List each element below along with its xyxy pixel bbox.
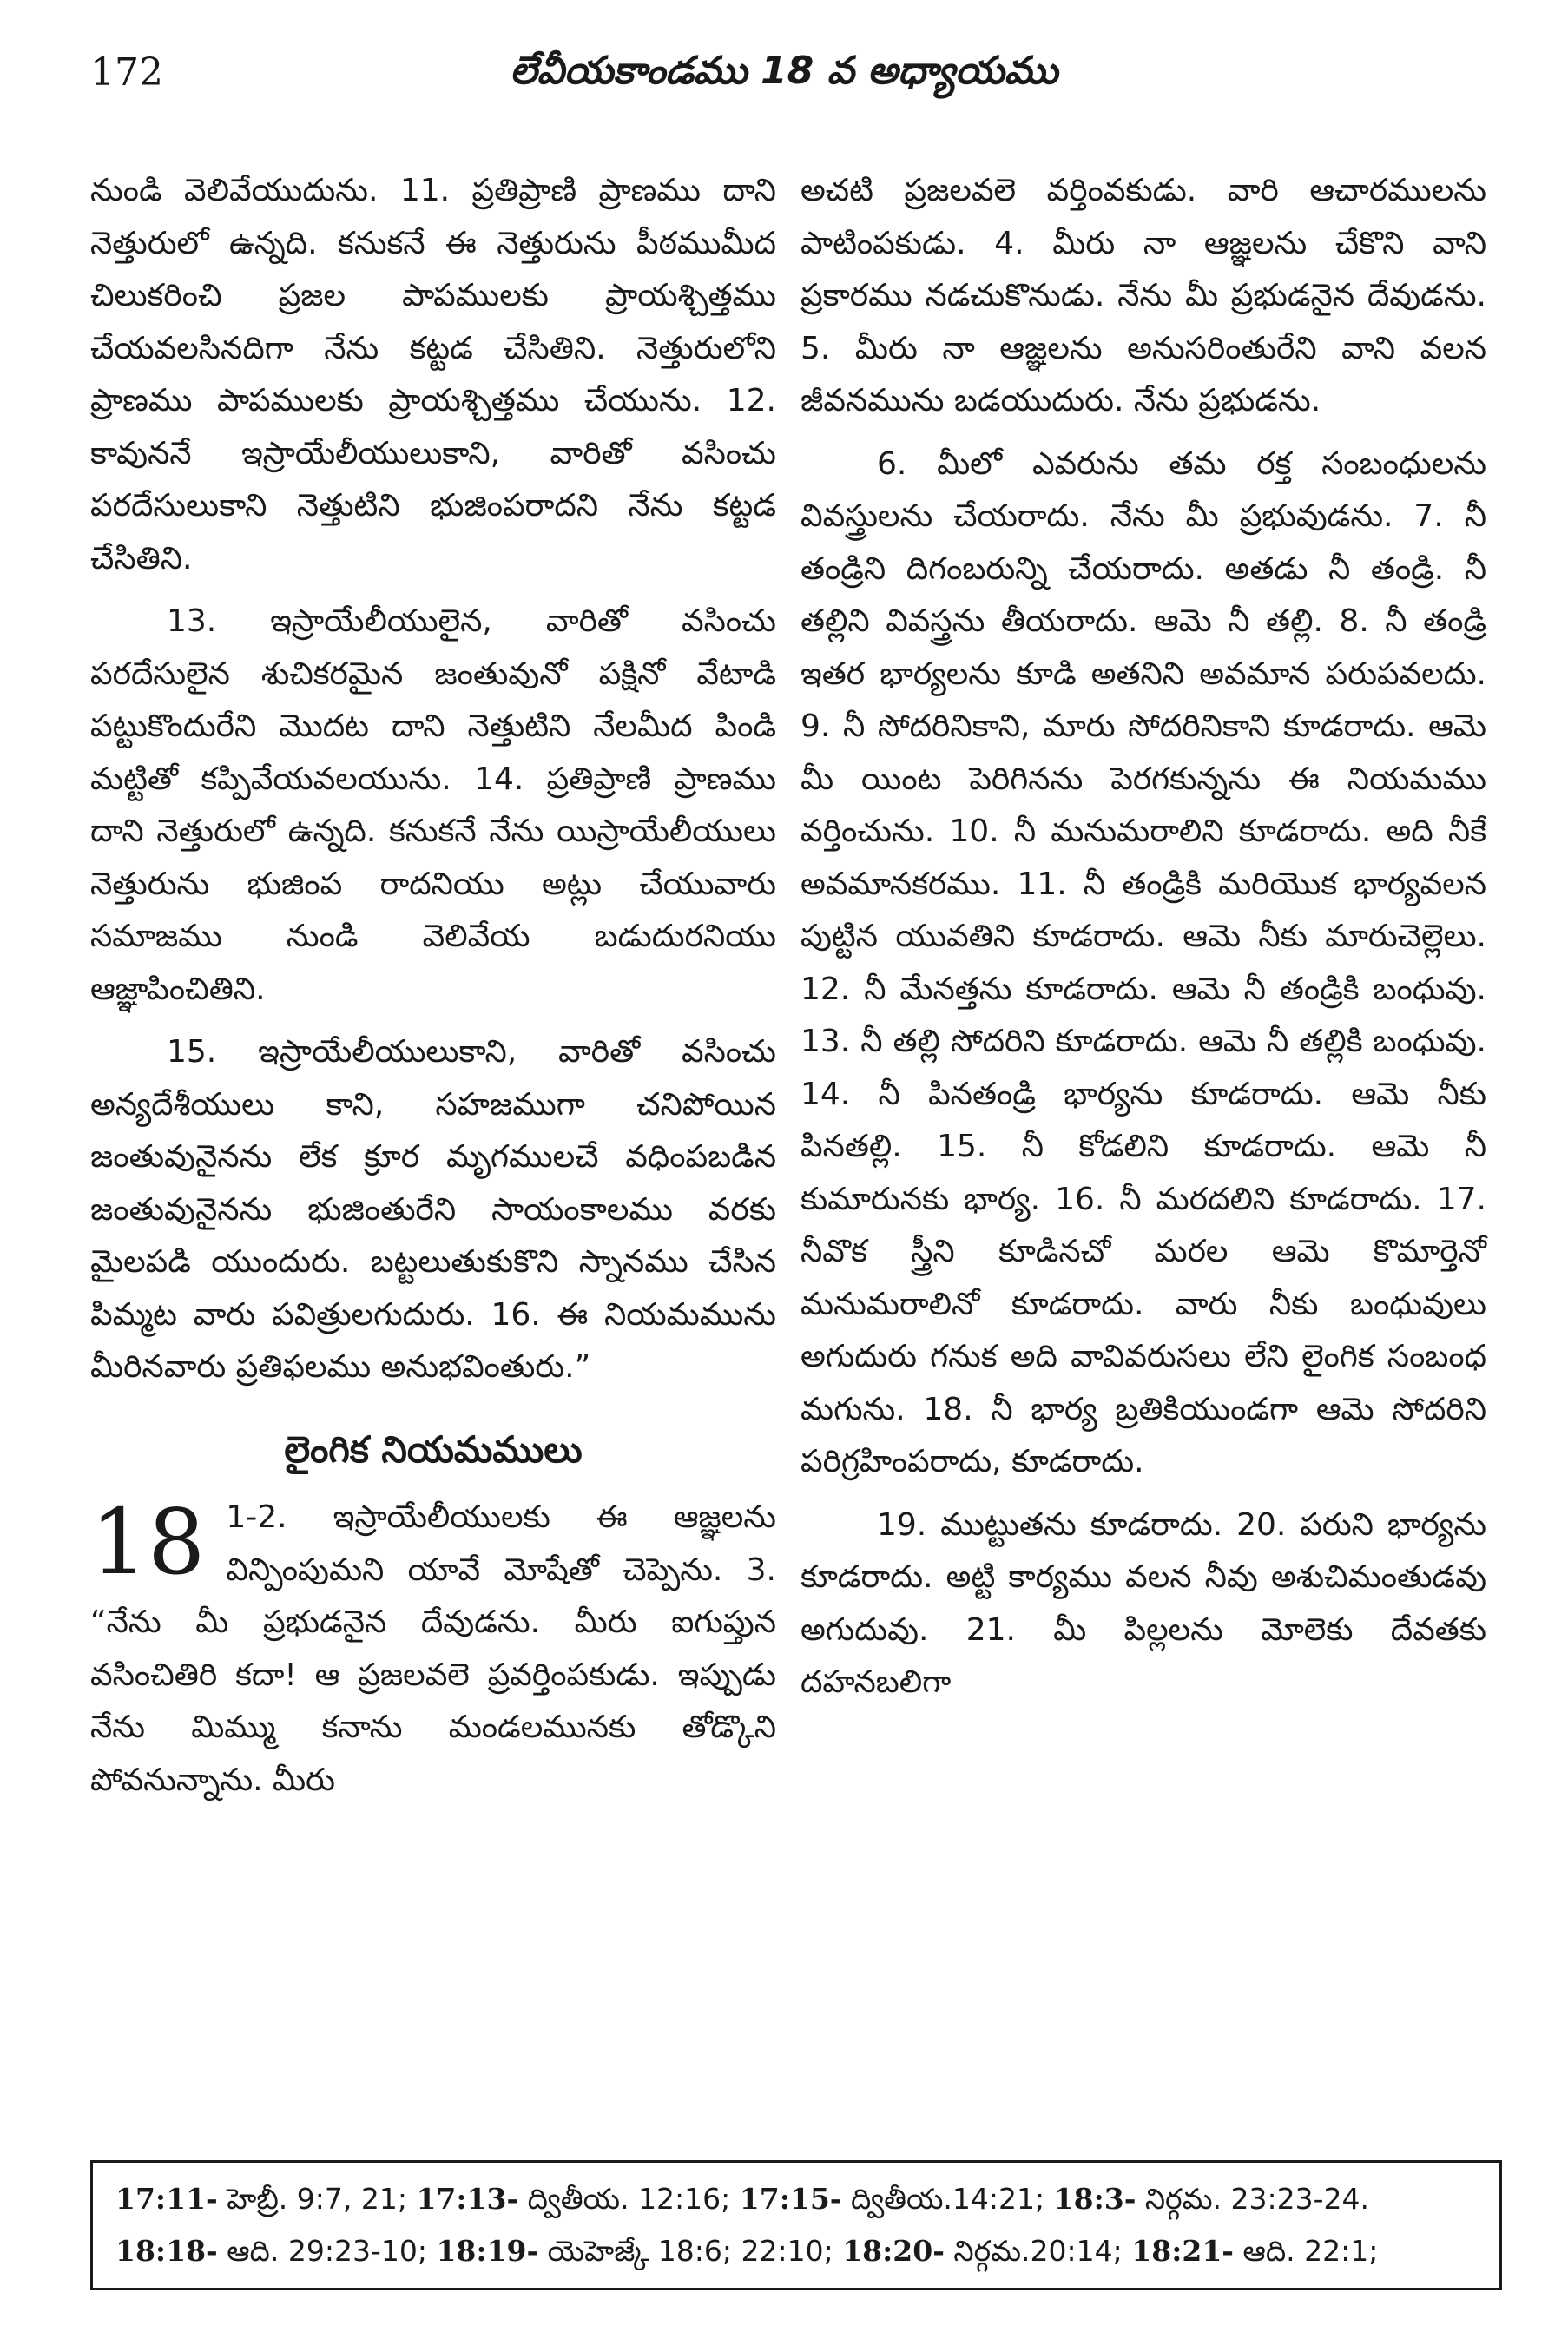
paragraph: 13. ఇస్రాయేలీయులైన, వారితో వసించు పరదేసులైన శుచికరమైన జంతువునో పక్షినో వేటాడి పట్టుకొందురేని మొదట దాని నెత్తుటిని నేలమీద పిండి మట్టితో కప్పివేయవలయును. 14. ప్రతిప్రాణి ప్రాణము దాని నెత్తురులో ఉన్నది. కనుకనే నేను యిస్రాయేలీయులు నెత్తురును భుజింప రాదనియు అట్లు చేయువారు సమాజము నుండి వెలివేయ బడుదురనియు ఆజ్ఞాపించితిని. <box>90 603 776 1007</box>
chapter-number: 18 <box>90 1489 206 1595</box>
page-number: 172 <box>90 50 163 95</box>
footnote-line <box>115 2225 1477 2277</box>
reference-key: 17:11- <box>115 2182 218 2216</box>
reference-key: 18:3- <box>1053 2182 1136 2216</box>
reference-text: ఆది. 29:23-10; <box>217 2234 437 2268</box>
running-title: లేవీయకాండము 18 వ అధ్యాయము <box>510 49 1058 93</box>
paragraph: నుండి వెలివేయుదును. 11. ప్రతిప్రాణి ప్రాణము దాని నెత్తురులో ఉన్నది. కనుకనే ఈ నెత్తురును పీఠముమీద చిలుకరించి ప్రజల పాపములకు ప్రాయశ్చిత్తము చేయవలసినదిగా నేను కట్టడ చేసితిని. నెత్తురులోని ప్రాణము పాపములకు ప్రాయశ్చిత్తము చేయును. 12. కావుననే ఇస్రాయేలీయులుకాని, వారితో వసించు పరదేసులుకాని నెత్తుటిని భుజింపరాదని నేను కట్టడ చేసితిని. <box>90 173 776 576</box>
footnote-line <box>115 2173 1477 2225</box>
cross-references-box <box>90 2160 1502 2290</box>
reference-key: 18:19- <box>436 2234 539 2268</box>
reference-text: నిర్గమ. 23:23-24. <box>1136 2182 1370 2216</box>
paragraph: 19. ముట్టుతను కూడరాదు. 20. పరుని భార్యను కూడరాదు. అట్టి కార్యము వలన నీవు అశుచిమంతుడవు అగుదువు. 21. మీ పిల్లలను మోలెకు దేవతకు దహనబలిగా <box>800 1506 1486 1700</box>
section-heading: లైంగిక నియమములు <box>284 1427 583 1471</box>
reference-text: ద్వితీయ.14:21; <box>841 2182 1054 2216</box>
right-column <box>800 165 1486 1710</box>
paragraph: అచటి ప్రజలవలె వర్తింవకుడు. వారి ఆచారములను పాటింపకుడు. 4. మీరు నా ఆజ్ఞలను చేకొని వాని ప్రకారము నడచుకొనుడు. నేను మీ ప్రభుడనైన దేవుడను. 5. మీరు నా ఆజ్ఞలను అనుసరింతురేని వాని వలన జీవనమును బడయుదురు. నేను ప్రభుడను. <box>800 173 1486 418</box>
left-column <box>90 165 776 1807</box>
paragraph: 1-2. ఇస్రాయేలీయులకు ఈ ఆజ్ఞలను విన్పింపుమని యావే మోషేతో చెప్పెను. 3. “నేను మీ ప్రభుడనైన దేవుడను. మీరు ఐగుప్తున వసించితిరి కదా! ఆ ప్రజలవలె ప్రవర్తింపకుడు. ఇప్పుడు నేను మిమ్ము కనాను మండలమునకు తోడ్కొని పోవనున్నాను. మీరు <box>90 1499 776 1798</box>
reference-text: నిర్గమ.20:14; <box>944 2234 1132 2268</box>
reference-key: 18:18- <box>115 2234 218 2268</box>
paragraph: 6. మీలో ఎవరును తమ రక్త సంబంధులను వివస్త్రులను చేయరాదు. నేను మీ ప్రభువుడను. 7. నీ తండ్రిని దిగంబరున్ని చేయరాదు. అతడు నీ తండ్రి. నీ తల్లిని వివస్త్రను తీయరాదు. ఆమె నీ తల్లి. 8. నీ తండ్రి ఇతర భార్యలను కూడి అతనిని అవమాన పరుపవలదు. 9. నీ సోదరినికాని, మారు సోదరినికాని కూడరాదు. ఆమె మీ యింట పెరిగినను పెరగకున్నను ఈ నియమము వర్తించును. 10. నీ మనుమరాలిని కూడరాదు. అది నీకే అవమానకరము. 11. నీ తండ్రికి మరియొక భార్యవలన పుట్టిన యువతిని కూడరాదు. ఆమె నీకు మారుచెల్లెలు. 12. నీ మేనత్తను కూడరాదు. ఆమె నీ తండ్రికి బంధువు. 13. నీ తల్లి సోదరిని కూడరాదు. ఆమె నీ తల్లికి బంధువు. 14. నీ పినతండ్రి భార్యను కూడరాదు. ఆమె నీకు పినతల్లి. 15. నీ కోడలిని కూడరాదు. ఆమె నీ కుమారునకు భార్య. 16. నీ మరదలిని కూడరాదు. 17. నీవొక స్త్రీని కూడినచో మరల ఆమె కొమార్తెనో మనుమరాలినో కూడరాదు. వారు నీకు బంధువులు అగుదురు గనుక అది వావివరుసలు లేని లైంగిక సంబంధ మగును. 18. నీ భార్య బ్రతికియుండగా ఆమె సోదరిని పరిగ్రహింపరాదు, కూడరాదు. <box>800 445 1486 1479</box>
chapter-start <box>90 1489 776 1807</box>
reference-key: 18:20- <box>842 2234 945 2268</box>
reference-key: 17:15- <box>739 2182 842 2216</box>
reference-text: ద్వితీయ. 12:16; <box>518 2182 740 2216</box>
reference-text: యెహెజ్కే 18:6; 22:10; <box>538 2234 843 2268</box>
reference-key: 18:21- <box>1131 2234 1234 2268</box>
reference-text: హెబ్రీ. 9:7, 21; <box>217 2182 417 2216</box>
reference-key: 17:13- <box>416 2182 519 2216</box>
reference-text: ఆది. 22:1; <box>1234 2234 1379 2268</box>
paragraph: 15. ఇస్రాయేలీయులుకాని, వారితో వసించు అన్యదేశీయులు కాని, సహజముగా చనిపోయిన జంతువునైనను లేక క్రూర మృగములచే వధింపబడిన జంతువునైనను భుజింతురేని సాయంకాలము వరకు మైలపడి యుందురు. బట్టలుతుకుకొని స్నానము చేసిన పిమ్మట వారు పవిత్రులగుదురు. 16. ఈ నియమమును మీరినవారు ప్రతిఫలము అనుభవింతురు.” <box>90 1034 776 1385</box>
